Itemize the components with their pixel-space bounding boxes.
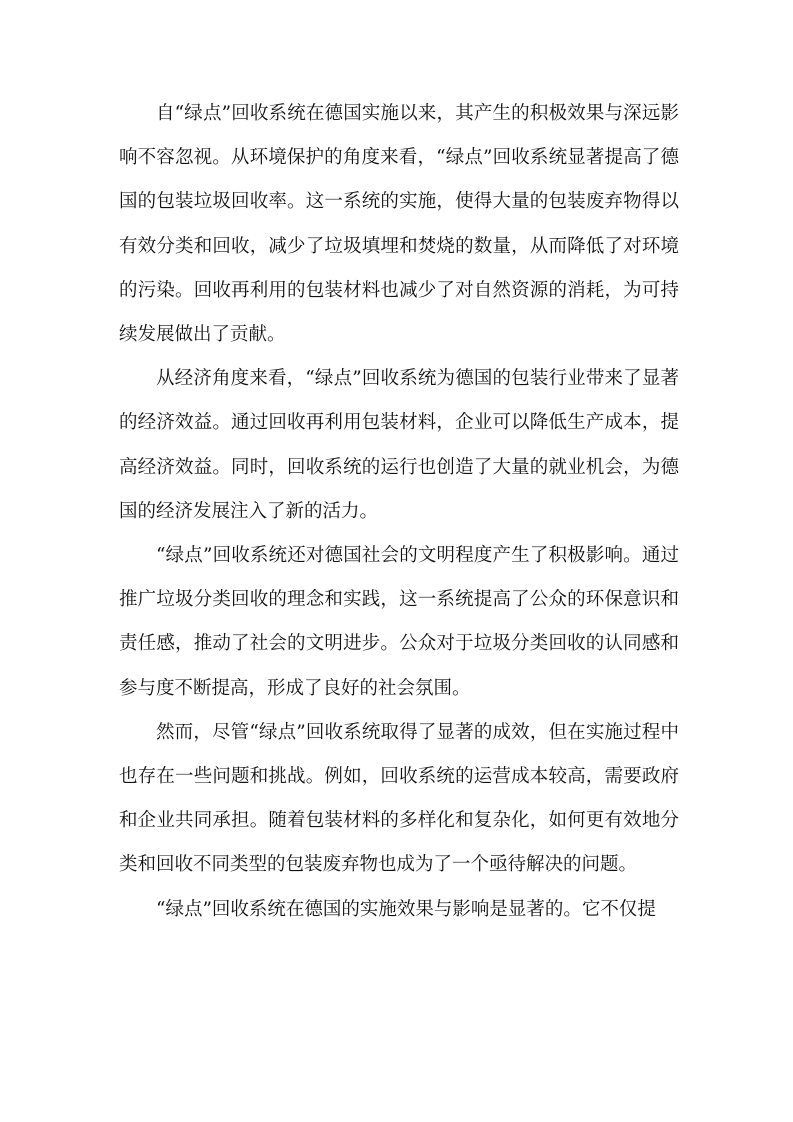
paragraph-conclusion: “绿点”回收系统在德国的实施效果与影响是显著的。它不仅提: [156, 898, 656, 920]
paragraph-challenges: 然而，尽管“绿点”回收系统取得了显著的成效，但在实施过程中也存在一些问题和挑战。例如，回收系统的运营成本较高，需要政府和企业共同承担。随着包装材料的多样化和复杂化，如何更有效地分类和回收不同类型的包装废弃物也成为了一个亟待解决的问题。: [119, 721, 679, 876]
paragraph-environmental-impact: 自“绿点”回收系统在德国实施以来，其产生的积极效果与深远影响不容忽视。从环境保护的角度来看，“绿点”回收系统显著提高了德国的包装垃圾回收率。这一系统的实施，使得大量的包装废弃物得以有效分类和回收，减少了垃圾填埋和焚烧的数量，从而降低了对环境的污染。回收再利用的包装材料也减少了对自然资源的消耗，为可持续发展做出了贡献。: [119, 103, 679, 346]
paragraph-social-impact: “绿点”回收系统还对德国社会的文明程度产生了积极影响。通过推广垃圾分类回收的理念和实践，这一系统提高了公众的环保意识和责任感，推动了社会的文明进步。公众对于垃圾分类回收的认同感和参与度不断提高，形成了良好的社会氛围。: [119, 545, 679, 699]
paragraph-economic-impact: 从经济角度来看，“绿点”回收系统为德国的包装行业带来了显著的经济效益。通过回收再利用包装材料，企业可以降低生产成本，提高经济效益。同时，回收系统的运行也创造了大量的就业机会，为德国的经济发展注入了新的活力。: [119, 368, 679, 522]
document-page: [119, 92, 679, 932]
